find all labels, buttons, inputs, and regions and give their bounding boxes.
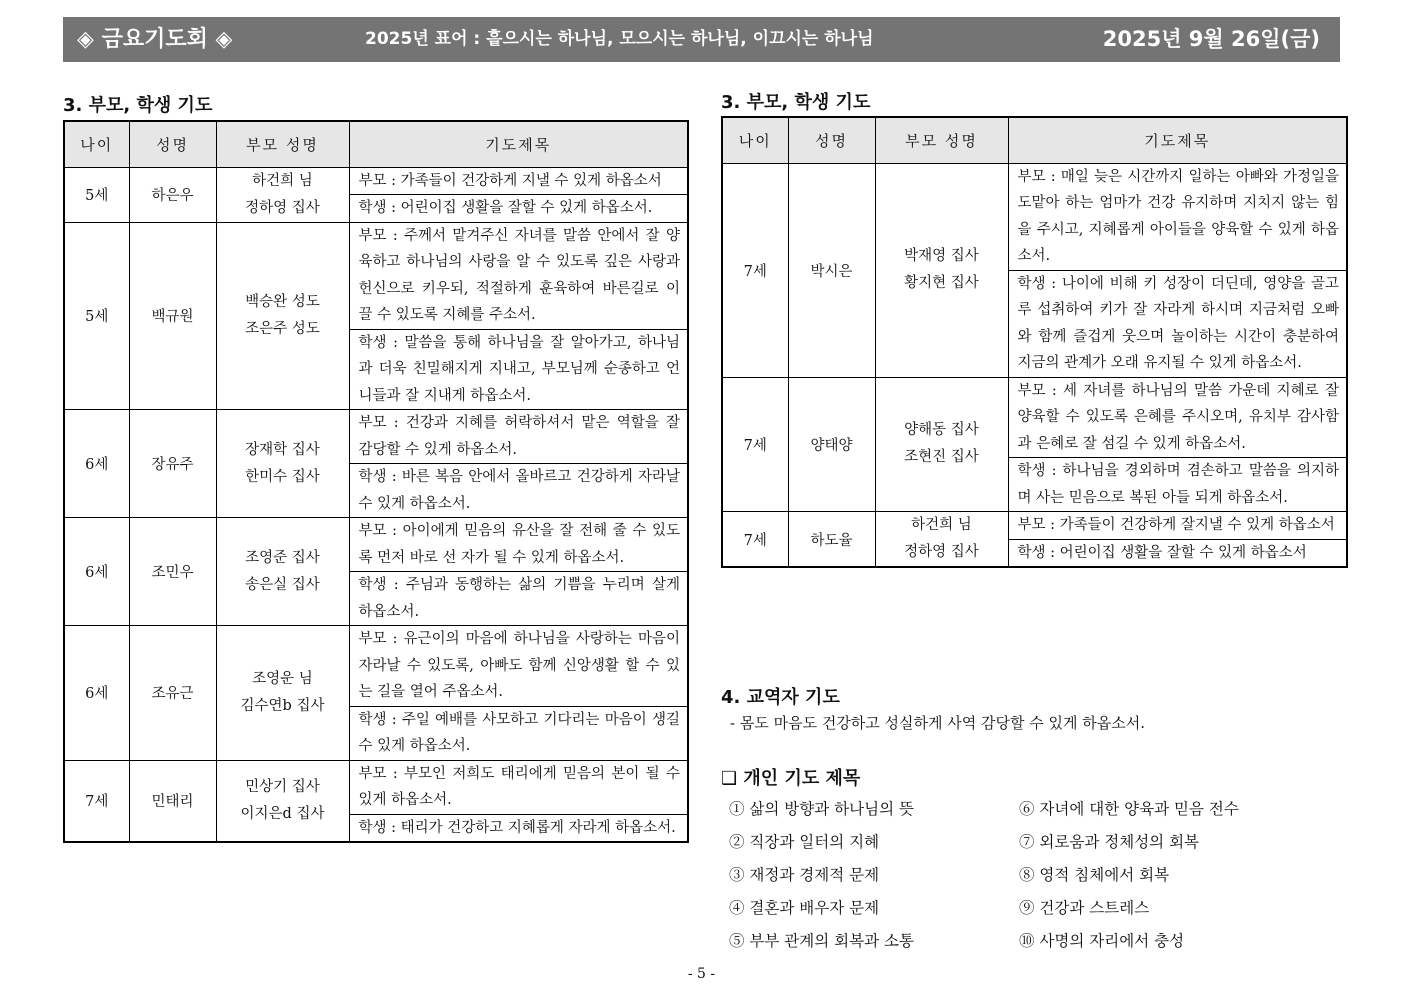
parent-name: 양해동 집사 [904, 422, 979, 439]
parent-name: 정하영 집사 [904, 544, 979, 560]
parent-name: 황지현 집사 [904, 275, 979, 291]
parent-prayer: 부모 : 가족들이 건강하게 잘지낼 수 있게 하옵소서 [1017, 517, 1335, 533]
col-name-header: 성명 [129, 121, 216, 167]
parent-name: 이지은d 집사 [240, 805, 325, 822]
table-row [722, 512, 1347, 568]
left-section-title: 3. 부모, 학생 기도 [63, 95, 213, 116]
name-cell: 박시은 [788, 163, 875, 377]
student-prayer: 학생 : 하나님을 경외하며 겸손하고 말씀을 의지하며 사는 믿음으로 복된 아들 되게 하옵소서. [1009, 457, 1347, 511]
prayer-topic: ⑧ 영적 침체에서 회복 [1019, 866, 1170, 884]
table-row [64, 410, 688, 518]
student-prayer: 학생 : 말씀을 통해 하나님을 잘 알아가고, 하나님과 더욱 친밀해지게 지내고, 부모님께 순종하고 언니들과 잘 지내게 하옵소서. [350, 329, 688, 410]
prayer-topic: ⑥ 자녀에 대한 양육과 믿음 전수 [1019, 800, 1239, 818]
prayer-cell [349, 410, 688, 518]
header-bar [63, 17, 1340, 62]
parent-name: 민상기 집사 [245, 778, 320, 795]
prayer-topic: ① 삶의 방향과 하나님의 뜻 [729, 800, 914, 818]
prayer-topic: ⑩ 사명의 자리에서 충성 [1019, 932, 1185, 950]
col-age-header: 나이 [722, 117, 788, 163]
col-prayer-header: 기도제목 [349, 121, 688, 167]
parents-cell [216, 518, 349, 626]
table-row [64, 167, 688, 222]
parents-cell [216, 626, 349, 761]
parent-name: 박재영 집사 [904, 248, 979, 264]
yearly-motto: 2025년 표어 : 흩으시는 하나님, 모으시는 하나님, 이끄시는 하나님 [365, 29, 874, 49]
prayer-topic: ④ 결혼과 배우자 문제 [729, 899, 880, 917]
prayer-cell [349, 167, 688, 222]
parent-name: 조은주 성도 [245, 320, 320, 337]
table-row [64, 518, 688, 626]
prayer-cell [349, 626, 688, 761]
parent-name: 조영운 님 [252, 670, 313, 687]
parent-prayer: 부모 : 건강과 지혜를 허락하셔서 맡은 역할을 잘 감당할 수 있게 하옵소서. [358, 415, 680, 458]
parent-name: 조영준 집사 [245, 549, 320, 566]
name-cell: 조유근 [129, 626, 216, 761]
col-parents-header: 부모 성명 [875, 117, 1008, 163]
parents-cell [216, 222, 349, 410]
table-row [64, 222, 688, 410]
age-cell: 7세 [64, 760, 129, 842]
col-prayer-header: 기도제목 [1008, 117, 1347, 163]
service-title: ◈ 금요기도회 ◈ [77, 27, 233, 52]
prayer-topic: ② 직장과 일터의 지혜 [729, 833, 880, 851]
prayer-topic: ⑦ 외로움과 정체성의 회복 [1019, 833, 1200, 851]
table-row [722, 377, 1347, 512]
age-cell: 5세 [64, 222, 129, 410]
prayer-cell [349, 222, 688, 410]
name-cell: 백규원 [129, 222, 216, 410]
student-prayer: 학생 : 태리가 건강하고 지혜롭게 자라게 하옵소서. [350, 814, 688, 842]
minister-section-title: 4. 교역자 기도 [721, 687, 840, 708]
name-cell: 조민우 [129, 518, 216, 626]
parent-prayer: 부모 : 매일 늦은 시간까지 일하는 아빠와 가정일을 도맡아 하는 엄마가 건강 유지하며 지치지 않는 힘을 주시고, 지혜롭게 아이들을 양육할 수 있게 하옵소서. [1017, 168, 1339, 264]
table-row [64, 760, 688, 842]
service-date: 2025년 9월 26일(금) [1102, 27, 1320, 51]
table-row [722, 163, 1347, 377]
student-prayer: 학생 : 주님과 동행하는 삶의 기쁨을 누리며 살게 하옵소서. [350, 571, 688, 625]
parents-cell [875, 512, 1008, 568]
parent-name: 하건희 님 [911, 517, 972, 533]
age-cell: 7세 [722, 512, 788, 568]
prayer-topic: ③ 재정과 경제적 문제 [729, 866, 880, 884]
student-prayer: 학생 : 어린이집 생활을 잘할 수 있게 하옵소서 [1009, 539, 1347, 567]
parent-prayer: 부모 : 유근이의 마음에 하나님을 사랑하는 마음이 자라날 수 있도록, 아빠도 함께 신앙생활 할 수 있는 길을 열어 주옵소서. [358, 631, 680, 700]
prayer-topic: ⑤ 부부 관계의 회복과 소통 [729, 932, 914, 950]
prayer-topic: ⑨ 건강과 스트레스 [1019, 899, 1150, 917]
parent-prayer: 부모 : 세 자녀를 하나님의 말씀 가운데 지혜로 잘 양육할 수 있도록 은혜를 주시오며, 유치부 감사함과 은혜로 잘 섬길 수 있게 하옵소서. [1017, 382, 1339, 452]
left-prayer-table [63, 120, 689, 843]
parents-cell [875, 377, 1008, 512]
prayer-cell [1008, 377, 1347, 512]
right-section-title: 3. 부모, 학생 기도 [721, 92, 871, 113]
age-cell: 7세 [722, 377, 788, 512]
age-cell: 6세 [64, 626, 129, 761]
name-cell: 양태양 [788, 377, 875, 512]
personal-prayer-title: ❑ 개인 기도 제목 [721, 768, 861, 789]
name-cell: 민태리 [129, 760, 216, 842]
prayer-cell [1008, 163, 1347, 377]
table-header-row [64, 121, 688, 167]
name-cell: 하도율 [788, 512, 875, 568]
name-cell: 장유주 [129, 410, 216, 518]
age-cell: 6세 [64, 410, 129, 518]
col-name-header: 성명 [788, 117, 875, 163]
parents-cell [875, 163, 1008, 377]
minister-prayer-text: - 몸도 마음도 건강하고 성실하게 사역 감당할 수 있게 하옵소서. [730, 714, 1146, 732]
parents-cell [216, 760, 349, 842]
parents-cell [216, 167, 349, 222]
table-row [64, 626, 688, 761]
parent-name: 백승완 성도 [245, 293, 320, 310]
age-cell: 6세 [64, 518, 129, 626]
parent-name: 장재학 집사 [245, 441, 320, 458]
parent-name: 송은실 집사 [245, 576, 320, 593]
student-prayer: 학생 : 주일 예배를 사모하고 기다리는 마음이 생길 수 있게 하옵소서. [350, 706, 688, 760]
parent-name: 한미수 집사 [245, 468, 320, 485]
student-prayer: 학생 : 어린이집 생활을 잘할 수 있게 하옵소서. [350, 194, 688, 222]
col-age-header: 나이 [64, 121, 129, 167]
student-prayer: 학생 : 나이에 비해 키 성장이 더딘데, 영양을 골고루 섭취하여 키가 잘 자라게 하시며 지금처럼 오빠와 함께 즐겁게 웃으며 놀이하는 시간이 충분하여 지금의 관계가 오래 유지될 수 있게 하옵소서. [1009, 270, 1347, 377]
age-cell: 5세 [64, 167, 129, 222]
parent-name: 정하영 집사 [245, 199, 320, 216]
parent-name: 김수연b 집사 [240, 697, 325, 714]
parents-cell [216, 410, 349, 518]
age-cell: 7세 [722, 163, 788, 377]
right-prayer-table [721, 116, 1348, 568]
student-prayer: 학생 : 바른 복음 안에서 올바르고 건강하게 자라날 수 있게 하옵소서. [350, 463, 688, 517]
prayer-cell [349, 760, 688, 842]
parent-prayer: 부모 : 가족들이 건강하게 지낼 수 있게 하옵소서 [358, 172, 662, 189]
prayer-cell [1008, 512, 1347, 568]
parent-prayer: 부모 : 주께서 맡겨주신 자녀를 말씀 안에서 잘 양육하고 하나님의 사랑을 알 수 있도록 깊은 사랑과 헌신으로 키우되, 적절하게 훈육하여 바른길로 이끌 수 있도록 지혜를 주소서. [358, 227, 680, 323]
table-header-row [722, 117, 1347, 163]
parent-prayer: 부모 : 부모인 저희도 태리에게 믿음의 본이 될 수 있게 하옵소서. [358, 765, 680, 808]
name-cell: 하은우 [129, 167, 216, 222]
parent-prayer: 부모 : 아이에게 믿음의 유산을 잘 전해 줄 수 있도록 먼저 바로 선 자가 될 수 있게 하옵소서. [358, 523, 680, 566]
prayer-cell [349, 518, 688, 626]
page-number: - 5 - [687, 966, 716, 982]
parent-name: 하건희 님 [252, 172, 313, 189]
parent-name: 조현진 집사 [904, 449, 979, 466]
col-parents-header: 부모 성명 [216, 121, 349, 167]
